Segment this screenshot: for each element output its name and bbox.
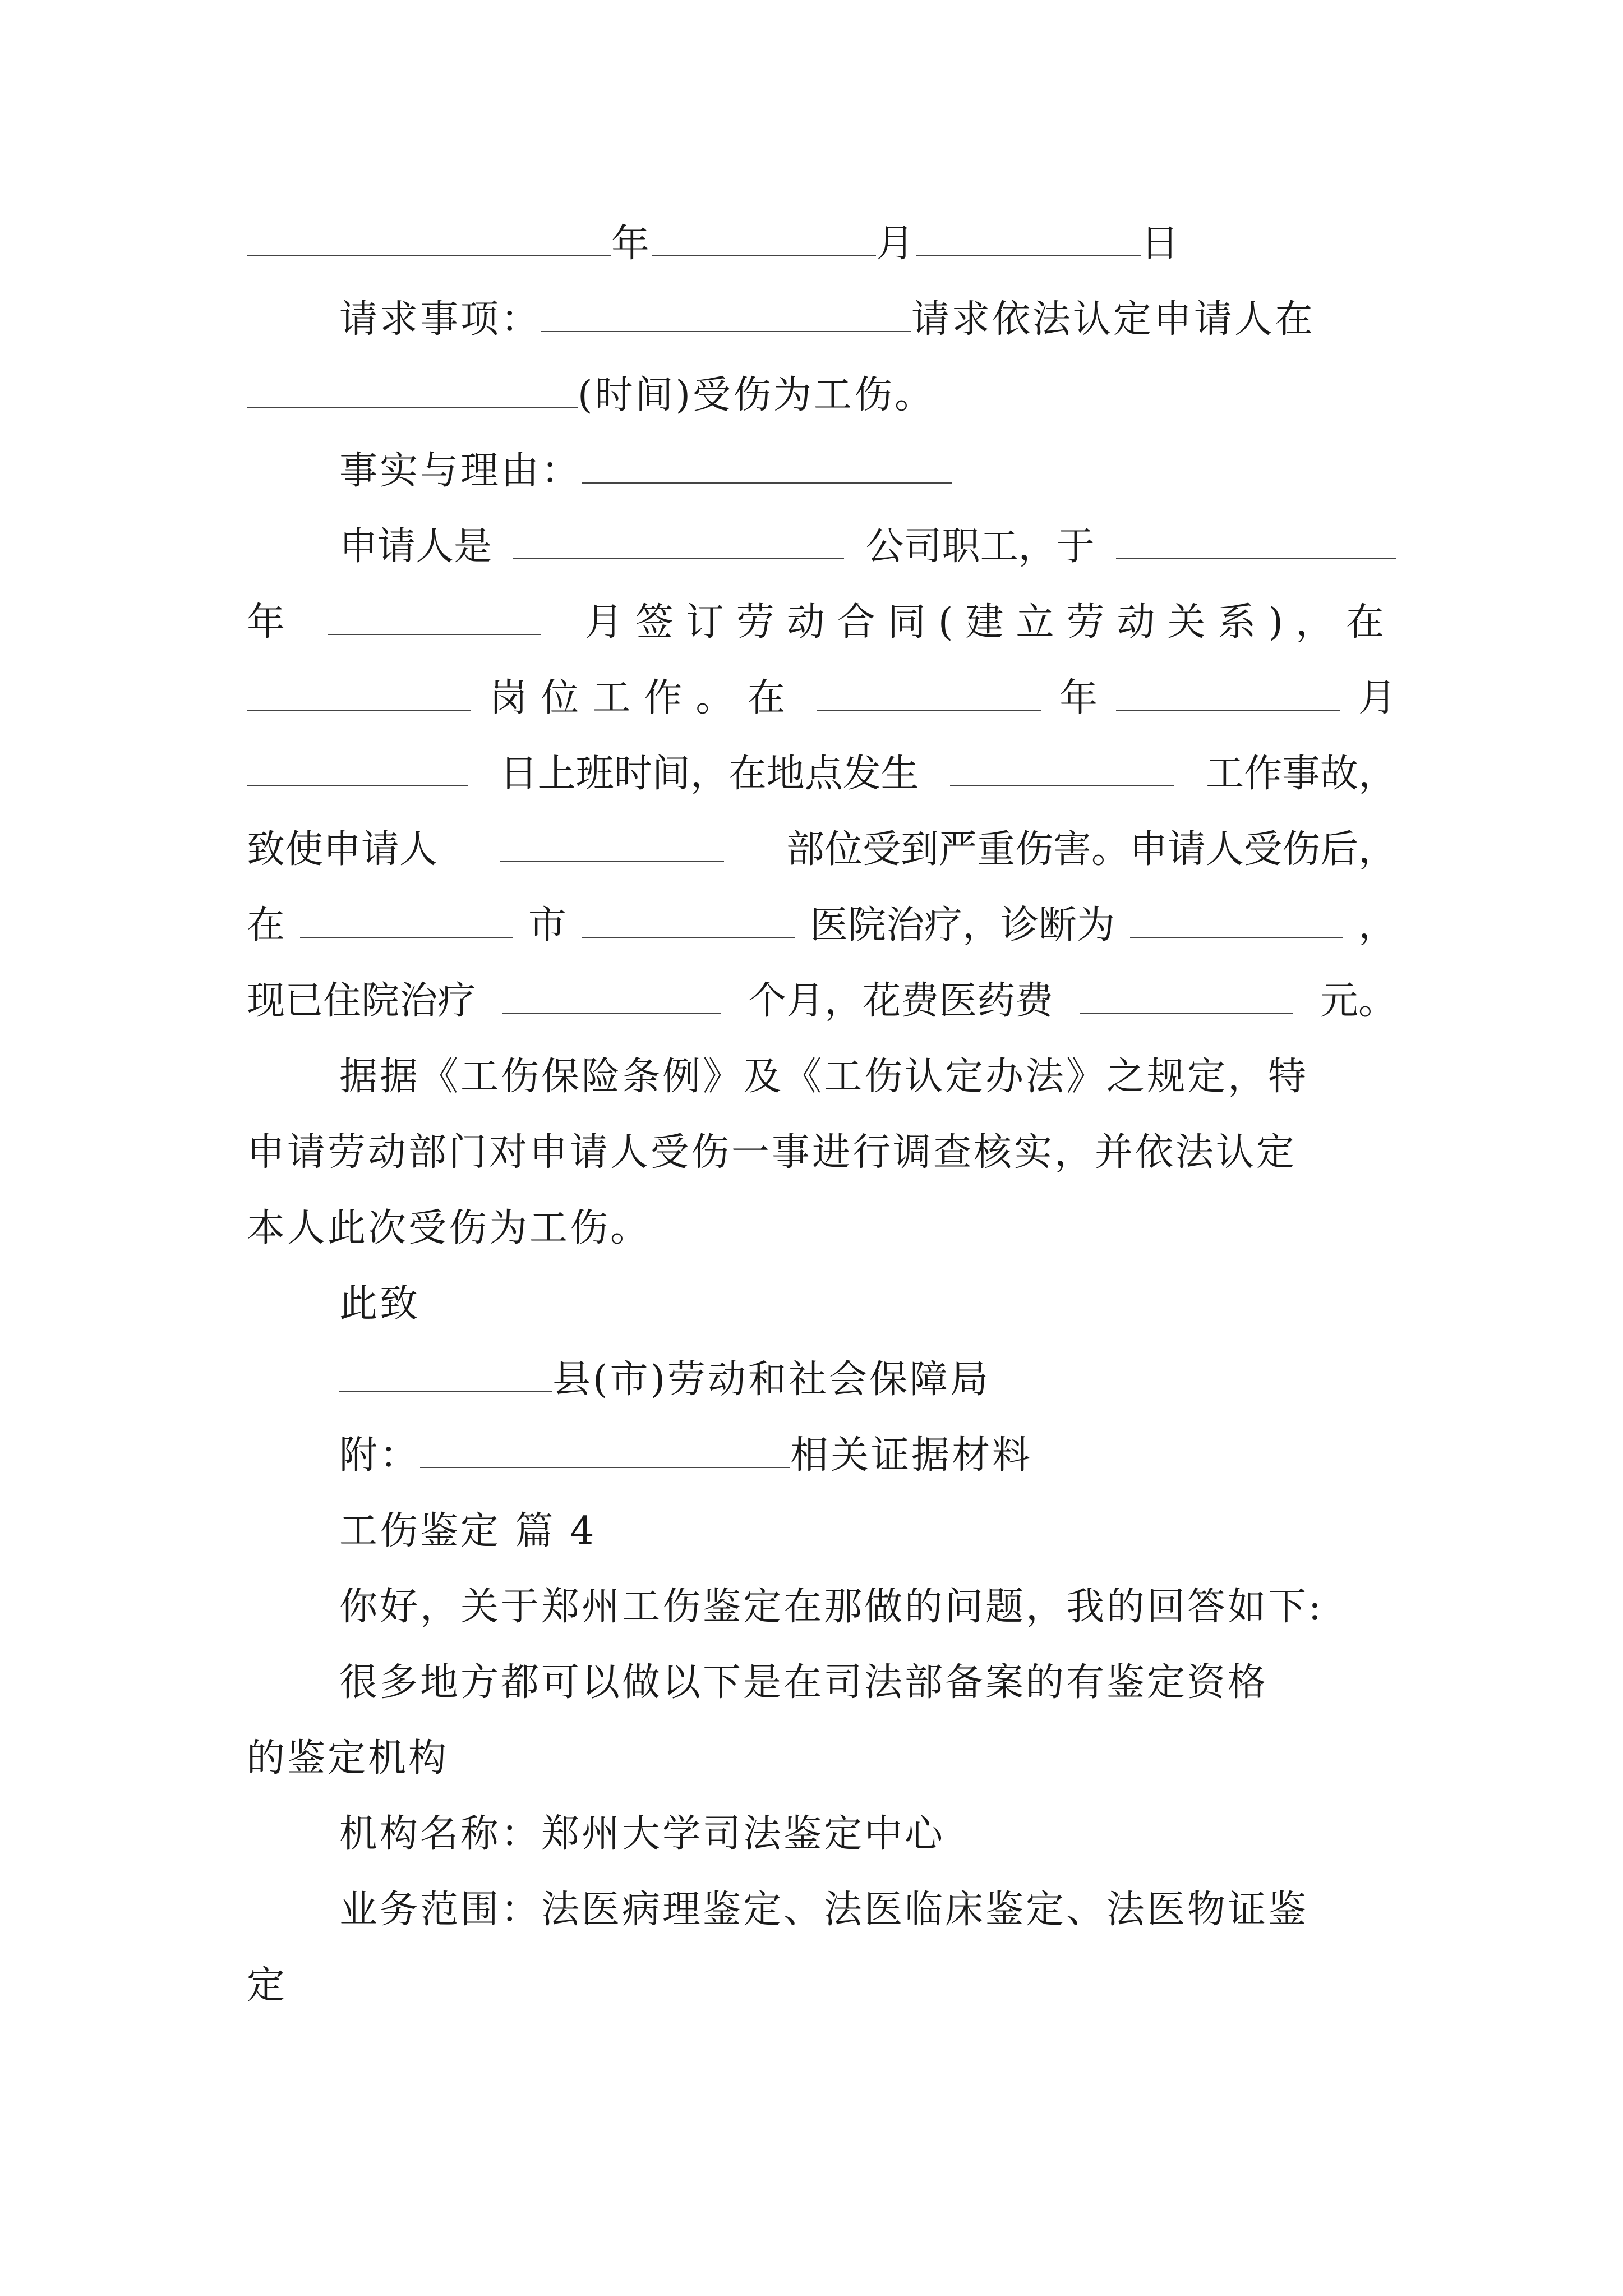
body-text: ， xyxy=(1358,903,1396,947)
facts-label: 事实与理由： xyxy=(339,449,582,493)
basis-line-2: 申请劳动部门对申请人受伤一事进行调查核实，并依法认定 xyxy=(247,1130,1297,1175)
day-blank xyxy=(916,223,1141,256)
body-text: 年 xyxy=(247,600,285,645)
body-line-7 xyxy=(247,979,1396,1024)
section-paragraph-1: 你好，关于郑州工伤鉴定在那做的问题，我的回答如下: xyxy=(339,1585,1324,1629)
month-blank xyxy=(652,223,876,256)
date-line xyxy=(247,222,1396,266)
section-title: 工伤鉴定 篇 4 xyxy=(339,1509,597,1553)
months-blank xyxy=(502,980,721,1014)
body-text: 医院治疗，诊断为 xyxy=(809,903,1115,947)
basis-line-3: 本人此次受伤为工伤。 xyxy=(247,1206,651,1250)
section-paragraph-2-line-1: 很多地方都可以做以下是在司法部备案的有鉴定资格 xyxy=(339,1660,1269,1705)
recipient: 县(市)劳动和社会保障局 xyxy=(552,1358,991,1402)
body-text: 月签订劳动合同(建立劳动关系)，在 xyxy=(584,600,1396,645)
basis-line-1: 据据《工伤保险条例》及《工伤认定办法》之规定，特 xyxy=(339,1055,1309,1099)
request-line-2 xyxy=(247,373,1396,418)
hospital-blank xyxy=(582,904,795,938)
body-text: 年 xyxy=(1059,676,1098,720)
year-label: 年 xyxy=(611,222,652,266)
body-text: 市 xyxy=(528,903,566,947)
body-text: 致使申请人 xyxy=(247,827,438,872)
body-text: 元。 xyxy=(1320,979,1396,1023)
attachment-line xyxy=(339,1433,1396,1478)
organization-name: 机构名称：郑州大学司法鉴定中心 xyxy=(339,1812,946,1856)
month-label: 月 xyxy=(876,222,917,266)
company-blank xyxy=(513,526,844,559)
cost-blank xyxy=(1080,980,1293,1014)
request-text: 请求依法认定申请人在 xyxy=(911,297,1316,342)
facts-blank xyxy=(582,450,952,484)
body-text: 工作事故， xyxy=(1205,752,1396,796)
day-label: 日 xyxy=(1141,222,1182,266)
body-text: 个月，花费医药费 xyxy=(748,979,1053,1023)
year-blank xyxy=(1116,526,1396,559)
request-blank xyxy=(541,298,911,332)
body-text: 日上班时间，在地点发生 xyxy=(499,752,919,796)
body-text: 在 xyxy=(247,903,285,947)
facts-line xyxy=(339,449,1396,494)
month-blank xyxy=(1116,677,1340,711)
body-part-blank xyxy=(500,829,724,862)
post-blank xyxy=(247,677,471,711)
body-line-3 xyxy=(247,676,1396,721)
body-text: 部位受到严重伤害。申请人受伤后， xyxy=(786,827,1396,872)
body-line-4 xyxy=(247,752,1396,797)
attachment-label: 附： xyxy=(339,1433,421,1478)
business-scope-line-1: 业务范围：法医病理鉴定、法医临床鉴定、法医物证鉴 xyxy=(339,1888,1309,1932)
body-text: 现已住院治疗 xyxy=(247,979,476,1023)
business-scope-line-2: 定 xyxy=(247,1963,288,2008)
body-text: 申请人是 xyxy=(339,524,492,569)
body-text: 公司职工，于 xyxy=(865,524,1095,569)
accident-blank xyxy=(950,753,1174,786)
time-blank xyxy=(247,374,578,408)
county-blank xyxy=(339,1359,552,1392)
request-label: 请求事项： xyxy=(339,297,542,342)
city-blank xyxy=(300,904,513,938)
salutation: 此致 xyxy=(339,1282,421,1326)
request-line xyxy=(339,297,1396,342)
body-text: 岗位工作。在 xyxy=(489,676,799,720)
body-text: 月 xyxy=(1358,676,1396,720)
year-blank xyxy=(247,223,611,256)
section-paragraph-2-line-2: 的鉴定机构 xyxy=(247,1736,449,1780)
diagnosis-blank xyxy=(1130,904,1343,938)
request-text-2: (时间)受伤为工伤。 xyxy=(578,373,935,417)
attachment-blank xyxy=(420,1434,790,1468)
month-blank xyxy=(328,601,541,635)
attachment-text: 相关证据材料 xyxy=(790,1433,1033,1478)
body-line-5 xyxy=(247,827,1396,872)
body-line-6 xyxy=(247,903,1396,948)
day-blank xyxy=(247,753,468,786)
year-blank xyxy=(817,677,1041,711)
recipient-line xyxy=(339,1358,1396,1402)
body-line-1 xyxy=(339,524,1396,569)
body-line-2 xyxy=(247,600,1396,645)
